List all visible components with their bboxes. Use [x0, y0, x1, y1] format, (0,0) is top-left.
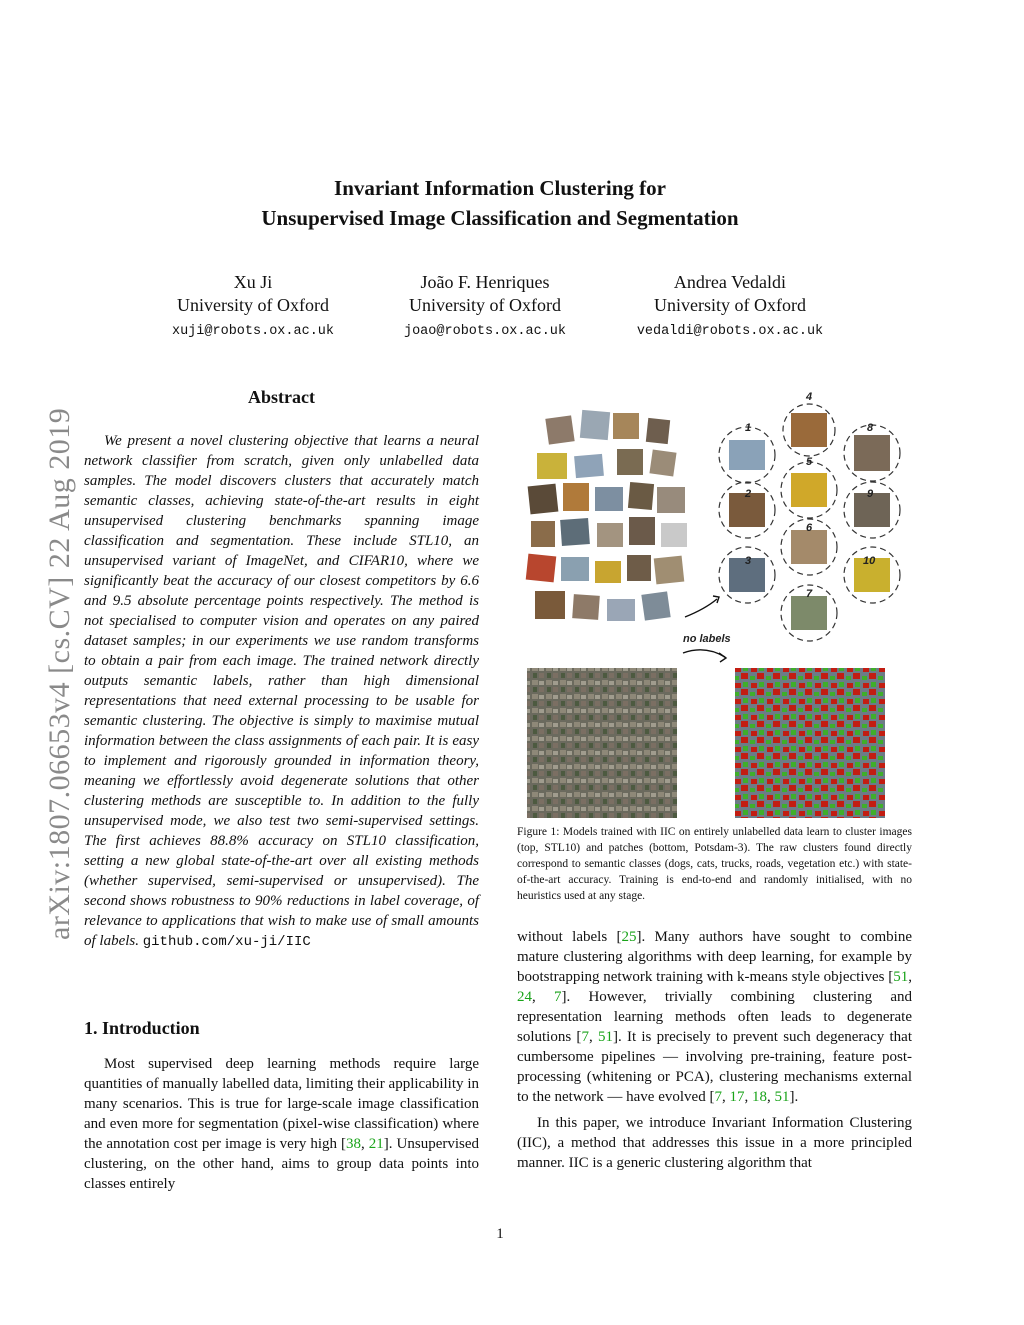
author-affiliation: University of Oxford	[654, 295, 806, 315]
cluster-number: 7	[806, 588, 813, 600]
arrow-icon	[683, 650, 725, 657]
author-email[interactable]: xuji@robots.ox.ac.uk	[171, 324, 335, 339]
cluster-number: 5	[806, 456, 813, 468]
figure-1-caption: Figure 1: Models trained with IIC on entirely unlabelled data learn to cluster images (top, STL10) and patches (bottom, Potsdam-3). The raw clusters found directly correspond to semantic classes (dogs, cats, trucks, roads, vegetation etc.) with state-of-the-art accuracy. Training is end-to-end and randomly initialised, with no heuristics used at any stage.	[517, 826, 912, 902]
author-email[interactable]: joao@robots.ox.ac.uk	[403, 324, 567, 339]
aerial-image	[527, 668, 677, 818]
cluster-number: 6	[806, 522, 813, 534]
abstract-heading: Abstract	[248, 387, 315, 407]
unlabelled-image-thumbnails	[526, 410, 687, 621]
no-labels-label: no labels	[683, 633, 731, 645]
author-3	[610, 271, 850, 317]
citation-link[interactable]: 51	[597, 1029, 613, 1045]
arxiv-stamp: arXiv:1807.06653v4 [cs.CV] 22 Aug 2019	[43, 407, 76, 940]
cluster-number: 10	[863, 555, 876, 567]
citation-link[interactable]: 51	[774, 1089, 790, 1105]
citation-link[interactable]: 7	[714, 1089, 722, 1105]
citation-link[interactable]: 25	[621, 929, 637, 945]
author-affiliation: University of Oxford	[409, 295, 561, 315]
paper-title-line2: Unsupervised Image Classification and Segmentation	[261, 206, 739, 230]
paper-title-line1: Invariant Information Clustering for	[334, 176, 666, 200]
author-2	[365, 271, 605, 317]
author-name: João F. Henriques	[420, 272, 550, 292]
citation-link[interactable]: 21	[368, 1136, 384, 1152]
citation-link[interactable]: 24	[517, 989, 532, 1005]
abstract-body	[84, 431, 479, 952]
author-name: Andrea Vedaldi	[673, 272, 787, 292]
arrow-icon	[685, 599, 717, 617]
figure-1	[517, 385, 912, 820]
citation-link[interactable]: 17	[729, 1089, 745, 1105]
author-name: Xu Ji	[233, 272, 273, 292]
author-affiliation: University of Oxford	[177, 295, 329, 315]
cluster-number: 4	[806, 391, 813, 403]
cluster-number: 2	[745, 488, 752, 500]
page-number: 1	[496, 1226, 504, 1242]
intro-right-column	[517, 927, 912, 1173]
author-email[interactable]: vedaldi@robots.ox.ac.uk	[636, 324, 824, 339]
citation-link[interactable]: 18	[751, 1089, 767, 1105]
citation-link[interactable]: 51	[893, 969, 909, 985]
author-1	[133, 271, 373, 317]
cluster-number: 8	[867, 422, 874, 434]
citation-link[interactable]: 7	[553, 989, 562, 1005]
cluster-number: 1	[745, 422, 752, 434]
intro-left-column	[84, 1054, 479, 1194]
abstract-text: We present a novel clustering objective that learns a neural network classifier from scratch, given only unlabelled data samples. The model discovers clusters that accurately match semantic classes, achieving state-of-the-art results in eight unsupervised clustering benchmarks spanning image classification and segmentation. These include STL10, an unsupervised variant of ImageNet, and CIFAR10, where we significantly beat the accuracy of our closest competitors by 6.6 and 9.5 absolute percentage points respectively. The method is not specialised to computer vision and operates on any paired dataset samples; in our experiments we use random transforms to obtain a pair from each image. The trained network directly outputs semantic labels, rather than high dimensional representations that need external processing to be usable for semantic clustering. The objective is simply to maximise mutual information between the class assignments of each pair. It is easy to implement and rigorously grounded in information theory, meaning we effortlessly avoid degenerate solutions that other clustering methods are susceptible to. In addition to the fully unsupervised mode, we also test two semi-supervised settings. The first achieves 88.8% accuracy on STL10 classification, setting a new global state-of-the-art over all existing methods (whether supervised, semi-supervised or unsupervised). The second shows robustness to 90% reductions in label coverage, of relevance to applications that wish to make use of small amounts of labels.	[84, 433, 479, 949]
intro-paragraph: In this paper, we introduce Invariant Information Clustering (IIC), a method that addresses this issue in a more principled manner. IIC is a generic clustering algorithm that	[517, 1115, 912, 1171]
citation-link[interactable]: 38	[346, 1136, 361, 1152]
segmentation-output	[735, 668, 885, 818]
intro-paragraph: Most supervised deep learning methods require large quantities of manually labelled data, limiting their applicability in many scenarios. This is true for large-scale image classification and even more for segmentation (pixel-wise classification) where the annotation cost per image is very high [38, 21]. Unsupervised clustering, on the other hand, aims to group data points into classes entirely	[84, 1056, 480, 1192]
figure-1-graphic	[517, 385, 912, 820]
cluster-number: 3	[745, 555, 752, 567]
intro-paragraph: without labels [25]. Many authors have sought to combine mature clustering algorithms with deep learning, for example by bootstrapping network training with k-means style objectives [51, 24, 7]. However, trivially combining clustering and representation learning methods often leads to degenerate solutions [7, 51]. It is precisely to prevent such degeneracy that cumbersome pipelines — involving pre-training, feature post-processing (whitening or PCA), clustering mechanisms external to the network — have evolved [7, 17, 18, 51].	[517, 929, 912, 1105]
code-link[interactable]: github.com/xu-ji/IIC	[142, 934, 311, 950]
cluster-number: 9	[867, 488, 874, 500]
citation-link[interactable]: 7	[581, 1029, 589, 1045]
section-heading-introduction: 1. Introduction	[84, 1018, 200, 1038]
